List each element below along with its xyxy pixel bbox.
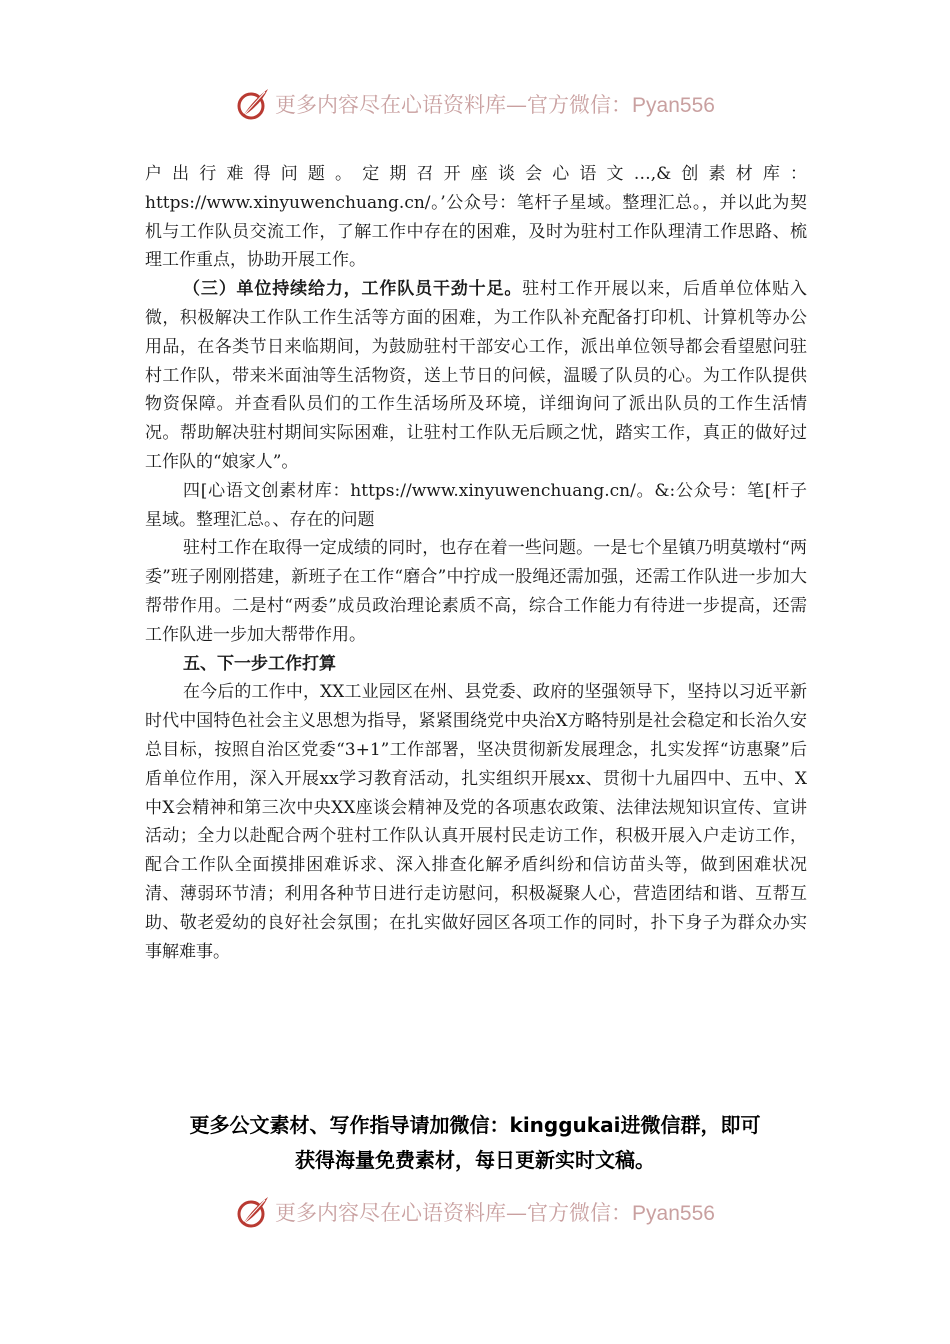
banner-text [275,1197,715,1227]
document-body [145,160,807,966]
paragraph-text: 驻村工作在取得一定成绩的同时，也存在着一些问题。一是七个星镇乃明莫墩村“两委”班子刚刚搭建，新班子在工作“磨合”中拧成一股绳还需加强，还需工作队进一步加大帮带作用。二是村“两委”成员政治理论素质不高，综合工作能力有待进一步提高，还需工作队进一步加大帮带作用。 [145,538,807,645]
banner-cn-text: 更多内容尽在心语资料库—官方微信： [275,1201,633,1225]
quill-logo-icon [235,86,271,122]
footer-banner [0,1190,950,1234]
paragraph-text: 驻村工作开展以来，后盾单位体贴入微，积极解决工作队工作生活等方面的困难，为工作队补充配备打印机、计算机等办公用品，在各类节日来临期间，为鼓励驻村干部安心工作，派出单位领导都会看望慰问驻村工作队，带来米面油等生活物资，送上节日的问候，温暖了队员的心。为工作队提供物资保障。并查看队员们的工作生活场所及环境，详细询问了派出队员的工作生活情况。帮助解决驻村期间实际困难，让驻村工作队无后顾之忧，踏实工作，真正的做好过工作队的“娘家人”。 [145,279,808,472]
banner-wechat-id: Pyan556 [632,94,715,117]
paragraph-1 [145,160,807,275]
footer-note [120,1108,830,1178]
footer-note-line-1: 更多公文素材、写作指导请加微信：kinggukai进微信群，即可 [189,1113,761,1137]
quill-logo-icon [235,1194,271,1230]
banner-cn-text: 更多内容尽在心语资料库—官方微信： [275,93,633,117]
banner-text [275,89,715,119]
footer-note-line-2: 获得海量免费素材，每日更新实时文稿。 [295,1148,655,1172]
paragraph-text: 四[心语文创素材库：https://www.xinyuwenchuang.cn/。&:公众号：笔[杆子星域。整理汇总。、存在的问题 [145,480,807,530]
section-heading-3: （三）单位持续给力，工作队员干劲十足。 [183,279,523,300]
banner-wechat-id: Pyan556 [632,1202,715,1225]
paragraph-3 [145,477,807,535]
paragraph-4 [145,534,807,649]
section-heading-5: 五、下一步工作打算 [183,653,336,674]
paragraph-6 [145,678,807,966]
paragraph-2 [145,275,807,477]
paragraph-text: 户出行难得问题。定期召开座谈会心语文…,&创素材库：https://www.xinyuwenchuang.cn/。’公众号：笔杆子星域。整理汇总。，并以此为契机与工作队员交流工作，了解工作中存在的困难，及时为驻村工作队理清工作思路、梳理工作重点，协助开展工作。 [145,164,807,271]
paragraph-5 [145,650,807,679]
header-banner [0,82,950,126]
paragraph-text: 在今后的工作中，XX工业园区在州、县党委、政府的坚强领导下，坚持以习近平新时代中国特色社会主义思想为指导，紧紧围绕党中央治X方略特别是社会稳定和长治久安总目标，按照自治区党委“3+1”工作部署，坚决贯彻新发展理念，扎实发挥“访惠聚”后盾单位作用，深入开展xx学习教育活动，扎实组织开展xx、贯彻十九届四中、五中、X中X会精神和第三次中央XX座谈会精神及党的各项惠农政策、法律法规知识宣传、宣讲活动；全力以赴配合两个驻村工作队认真开展村民走访工作，积极开展入户走访工作，配合工作队全面摸排困难诉求、深入排查化解矛盾纠纷和信访苗头等，做到困难状况清、薄弱环节清；利用各种节日进行走访慰问，积极凝聚人心，营造团结和谐、互帮互助、敬老爱幼的良好社会氛围；在扎实做好园区各项工作的同时，扑下身子为群众办实事解难事。 [145,682,807,962]
